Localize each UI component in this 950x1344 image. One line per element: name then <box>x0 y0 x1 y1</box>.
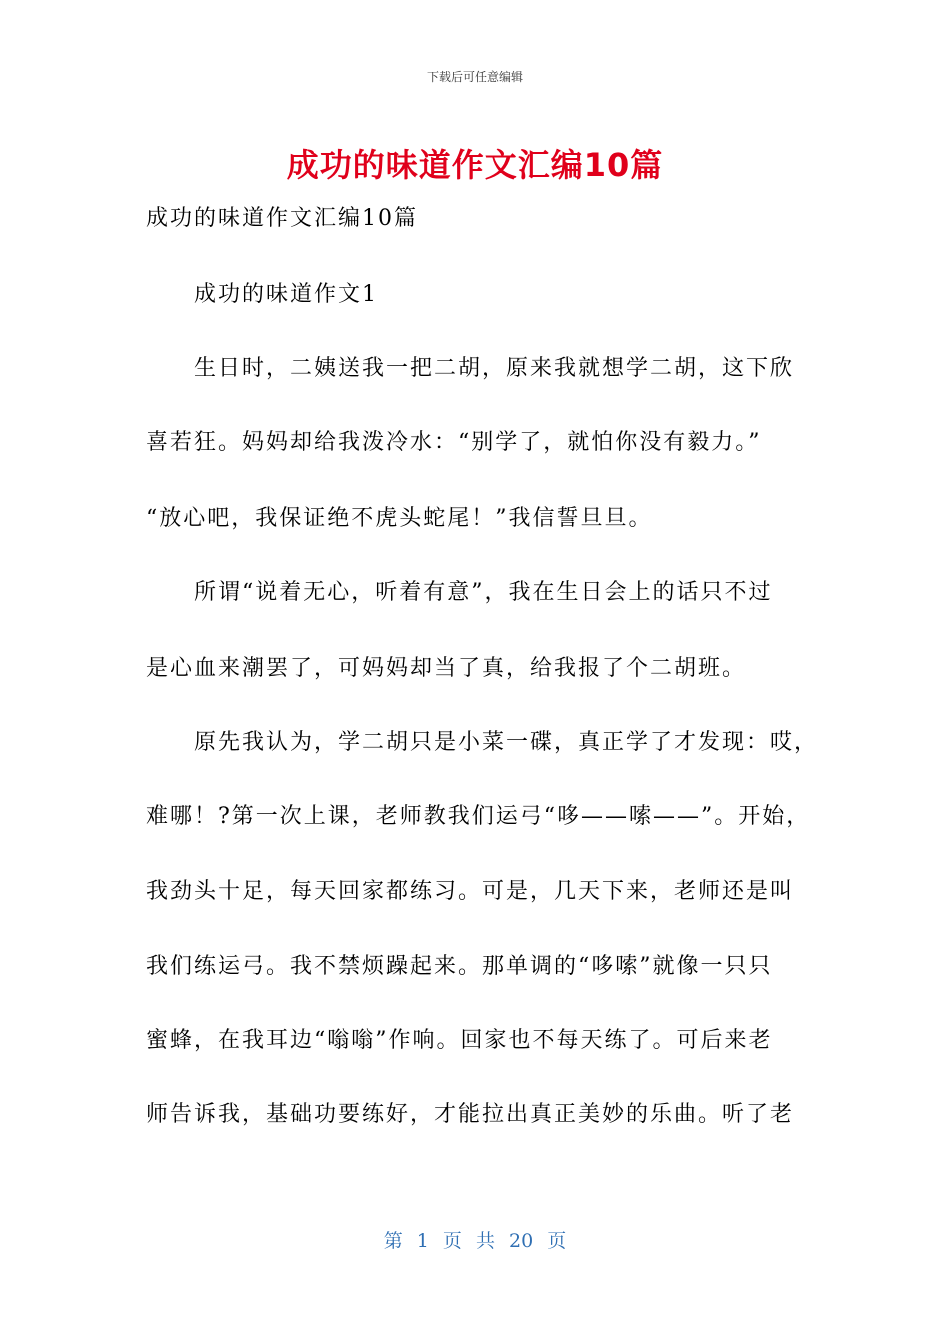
text-line: 原先我认为，学二胡只是小菜一碟，真正学了才发现：哎， <box>194 730 819 755</box>
text-line: 成功的味道作文1 <box>194 282 378 307</box>
header-note: 下载后可任意编辑 <box>426 70 523 84</box>
text-line: 我们练运弓。我不禁烦躁起来。那单调的“哆嗦”就像一只只 <box>146 954 773 979</box>
text-line: 成功的味道作文汇编10篇 <box>146 206 418 231</box>
text-line: 是心血来潮罢了，可妈妈却当了真，给我报了个二胡班。 <box>146 656 747 681</box>
text-line: “放心吧，我保证绝不虎头蛇尾！”我信誓旦旦。 <box>146 506 653 531</box>
text-line: 师告诉我，基础功要练好，才能拉出真正美妙的乐曲。听了老 <box>146 1102 795 1127</box>
text-line: 喜若狂。妈妈却给我泼冷水：“别学了，就怕你没有毅力。” <box>146 430 762 455</box>
text-line: 生日时，二姨送我一把二胡，原来我就想学二胡，这下欣 <box>194 356 795 381</box>
page-number: 第 1 页 共 20 页 <box>383 1230 567 1252</box>
text-line: 所谓“说着无心，听着有意”，我在生日会上的话只不过 <box>194 580 773 605</box>
text-line: 难哪！?第一次上课，老师教我们运弓“哆——嗦——”。开始， <box>146 804 811 829</box>
document-title: 成功的味道作文汇编10篇 <box>286 146 664 184</box>
text-line: 我劲头十足，每天回家都练习。可是，几天下来，老师还是叫 <box>146 879 795 904</box>
text-line: 蜜蜂，在我耳边“嗡嗡”作响。回家也不每天练了。可后来老 <box>146 1028 773 1053</box>
